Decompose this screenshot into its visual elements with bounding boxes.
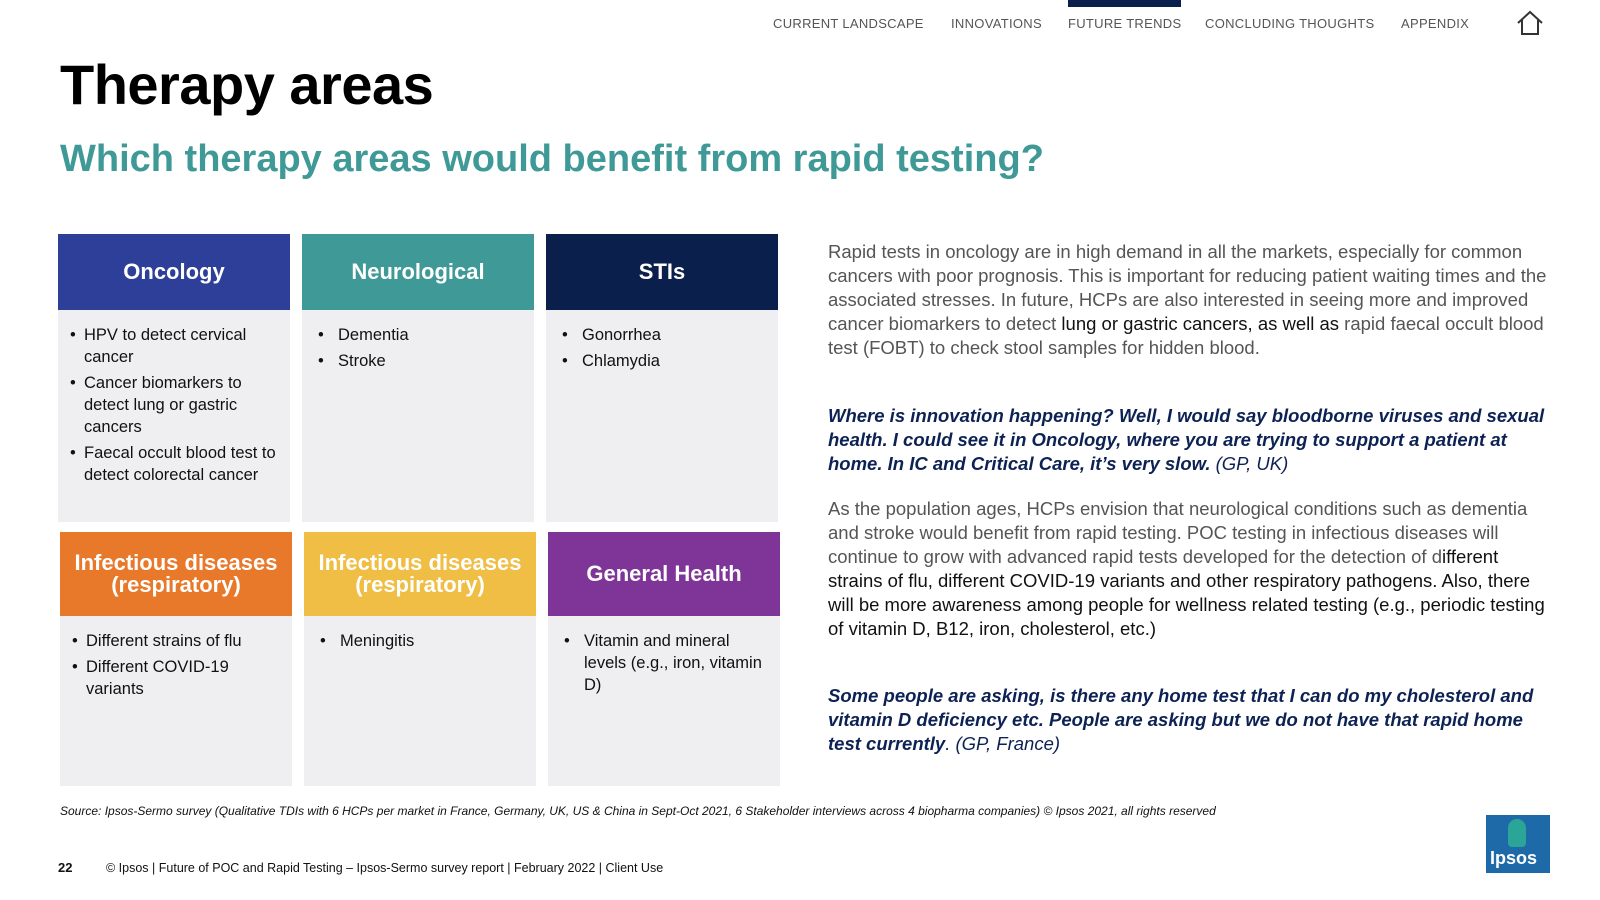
page-title: Therapy areas	[60, 53, 434, 116]
card-stis	[546, 234, 778, 522]
list-item: • Chlamydia	[558, 350, 766, 372]
card-neurological	[302, 234, 534, 522]
list-item: • Different strains of flu	[72, 630, 280, 652]
logo-mark-icon	[1508, 819, 1526, 847]
list-item: • Dementia	[314, 324, 522, 346]
card-title: Infectious diseases (respiratory)	[60, 532, 292, 616]
quote-gp-uk	[828, 404, 1548, 476]
list-item: • HPV to detect cervical cancer	[70, 324, 278, 368]
quote-text: Some people are asking, is there any home test that I can do my cholesterol and vitamin D deficiency etc. People are asking but we do not have that rapid home test currently	[828, 685, 1534, 754]
text-span: As the population ages, HCPs envision that neurological conditions such as dementia and stroke would benefit from rapid testing. POC testing in infectious diseases will continue to grow with advanced rapid tests developed for the detection of d	[828, 498, 1528, 567]
card-list	[546, 310, 778, 372]
card-list	[60, 616, 292, 700]
paragraph-neurological	[828, 497, 1548, 641]
footer-text: © Ipsos | Future of POC and Rapid Testing – Ipsos-Sermo survey report | February 2022 | Client Use	[106, 861, 664, 875]
paragraph-oncology	[828, 240, 1548, 360]
quote-attribution: (GP, UK)	[1210, 453, 1289, 474]
card-title: STIs	[546, 234, 778, 310]
card-general-health	[548, 532, 780, 786]
card-title: Infectious diseases (respiratory)	[304, 532, 536, 616]
page-subtitle: Which therapy areas would benefit from rapid testing?	[60, 138, 1044, 180]
logo-text: Ipsos	[1490, 848, 1538, 868]
list-item: • Faecal occult blood test to detect colorectal cancer	[70, 442, 278, 486]
card-title: General Health	[548, 532, 780, 616]
card-title: Neurological	[302, 234, 534, 310]
card-oncology	[58, 234, 290, 522]
list-item: • Stroke	[314, 350, 522, 372]
list-item: • Cancer biomarkers to detect lung or gastric cancers	[70, 372, 278, 438]
quote-attribution: . (GP, France)	[945, 733, 1061, 754]
card-list	[302, 310, 534, 372]
ipsos-logo	[1486, 815, 1550, 873]
home-icon[interactable]	[1516, 10, 1544, 36]
nav-future-trends[interactable]: FUTURE TRENDS	[1068, 16, 1182, 31]
quote-text: Where is innovation happening? Well, I would say bloodborne viruses and sexual health. I could see it in Oncology, where you are trying to support a patient at home. In IC and Critical Care, it’s very slow.	[828, 405, 1545, 474]
text-span-emphasis: lung or gastric cancers, as well as	[1061, 313, 1340, 334]
nav-current-landscape[interactable]: CURRENT LANDSCAPE	[773, 16, 924, 31]
source-note: Source: Ipsos-Sermo survey (Qualitative TDIs with 6 HCPs per market in France, Germany, UK, US & China in Sept-Oct 2021, 6 Stakeholder interviews across 4 biopharma companies) © Ipsos 2021, all rights reserved	[60, 804, 1216, 818]
nav-appendix[interactable]: APPENDIX	[1401, 16, 1470, 31]
list-item: • Gonorrhea	[558, 324, 766, 346]
card-title: Oncology	[58, 234, 290, 310]
card-list	[304, 616, 536, 652]
list-item: • Different COVID-19 variants	[72, 656, 280, 700]
page-number: 22	[58, 860, 73, 875]
card-infectious-meningitis	[304, 532, 536, 786]
text-span: rapid faecal occult blood test (FOBT) to check stool samples for hidden blood.	[828, 313, 1544, 358]
quote-gp-france	[828, 684, 1548, 756]
list-item: • Meningitis	[316, 630, 524, 652]
nav-innovations[interactable]: INNOVATIONS	[951, 16, 1042, 31]
nav-concluding-thoughts[interactable]: CONCLUDING THOUGHTS	[1205, 16, 1375, 31]
list-item: • Vitamin and mineral levels (e.g., iron, vitamin D)	[560, 630, 768, 696]
card-list	[58, 310, 290, 486]
card-infectious-respiratory	[60, 532, 292, 786]
text-span: Rapid tests in oncology are in high demand in all the markets, especially for common cancers with poor prognosis. This is important for reducing patient waiting times and the associated stresses. In future, HCPs are also interested in seeing more and improved cancer biomarkers to detect	[828, 241, 1547, 334]
card-list	[548, 616, 780, 696]
text-span-emphasis: ifferent strains of flu, different COVID-19 variants and other respiratory pathogens. Also, there will be more awareness among people for wellness related testing (e.g., periodic testing of vitamin D, B12, iron, cholesterol, etc.)	[828, 546, 1545, 639]
top-nav	[760, 0, 1600, 40]
